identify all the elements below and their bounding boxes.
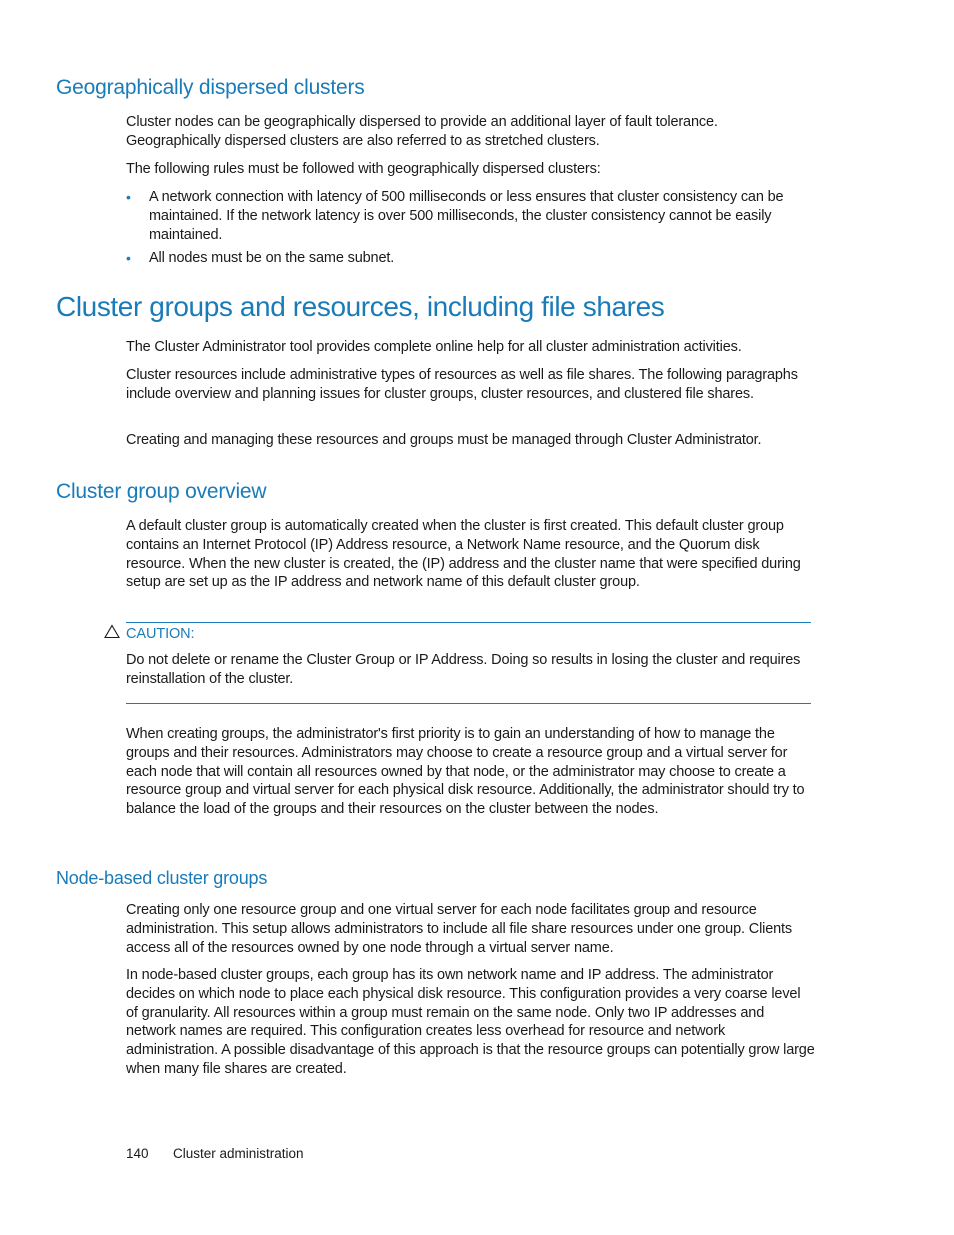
caution-top-rule xyxy=(126,622,811,623)
paragraph: In node-based cluster groups, each group has its own network name and IP address. The administrator decides on which node to place each physical disk resource. This configuration provides a very coarse level of granularity. All resources within a group must remain on the same node. Only two IP addresses and network names are required. This configuration creates less overhead for resource and network administration. A possible disadvantage of this approach is that the resource groups can potentially grow large when many file shares are created. xyxy=(126,967,815,1077)
bullet-icon: • xyxy=(126,189,131,205)
subsection-heading-node-based: Node-based cluster groups xyxy=(56,868,268,888)
paragraph: A default cluster group is automatically created when the cluster is first created. This default cluster group contains an Internet Protocol (IP) Address resource, a Network Name resource, and the Quorum disk resource. When the new cluster is created, the (IP) address and the cluster name that were specified during setup are set up as the IP address and network name of this default cluster group. xyxy=(126,518,801,591)
paragraph: Cluster resources include administrative types of resources as well as file shares. The following paragraphs include overview and planning issues for cluster groups, cluster resources, and clustered file shares. xyxy=(126,367,798,402)
paragraph: Creating only one resource group and one virtual server for each node facilitates group and resource administration. This setup allows administrators to include all file share resources under one group. Clients access all of the resources owned by one node through a virtual server name. xyxy=(126,902,793,956)
section-heading-cluster-group-overview: Cluster group overview xyxy=(56,480,267,503)
caution-label: CAUTION: xyxy=(126,626,195,642)
caution-text: Do not delete or rename the Cluster Group or IP Address. Doing so results in losing the cluster and requires reinstallation of the cluster. xyxy=(126,652,801,687)
caution-bottom-rule xyxy=(126,703,811,704)
paragraph: Cluster nodes can be geographically dispersed to provide an additional layer of fault tolerance. Geographically dispersed clusters are also referred to as stretched clusters. xyxy=(126,114,718,149)
paragraph: When creating groups, the administrator's first priority is to gain an understanding of how to manage the groups and their resources. Administrators may choose to create a resource group and a virtual server for each node that will contain all resources owned by that node, or the administrator may choose to create a resource group and virtual server for each physical disk resource. Additionally, the administrator should try to balance the load of the groups and their resources on the cluster between the nodes. xyxy=(126,726,805,818)
section-heading-geographically-dispersed: Geographically dispersed clusters xyxy=(56,76,365,99)
paragraph: The Cluster Administrator tool provides complete online help for all cluster administration activities. xyxy=(126,339,742,355)
page-footer xyxy=(126,1146,304,1161)
bullet-icon: • xyxy=(126,250,131,266)
paragraph: Creating and managing these resources and groups must be managed through Cluster Administrator. xyxy=(126,432,762,448)
warning-triangle-icon xyxy=(104,624,120,639)
page-number: 140 xyxy=(126,1146,149,1161)
paragraph: The following rules must be followed with geographically dispersed clusters: xyxy=(126,161,601,177)
chapter-heading-cluster-groups: Cluster groups and resources, including file shares xyxy=(56,291,665,322)
list-item-text: All nodes must be on the same subnet. xyxy=(149,250,395,266)
chapter-name: Cluster administration xyxy=(173,1146,304,1161)
list-item-text: A network connection with latency of 500 milliseconds or less ensures that cluster consistency can be maintained. If the network latency is over 500 milliseconds, the cluster consistency cannot be easily maintained. xyxy=(149,189,784,243)
